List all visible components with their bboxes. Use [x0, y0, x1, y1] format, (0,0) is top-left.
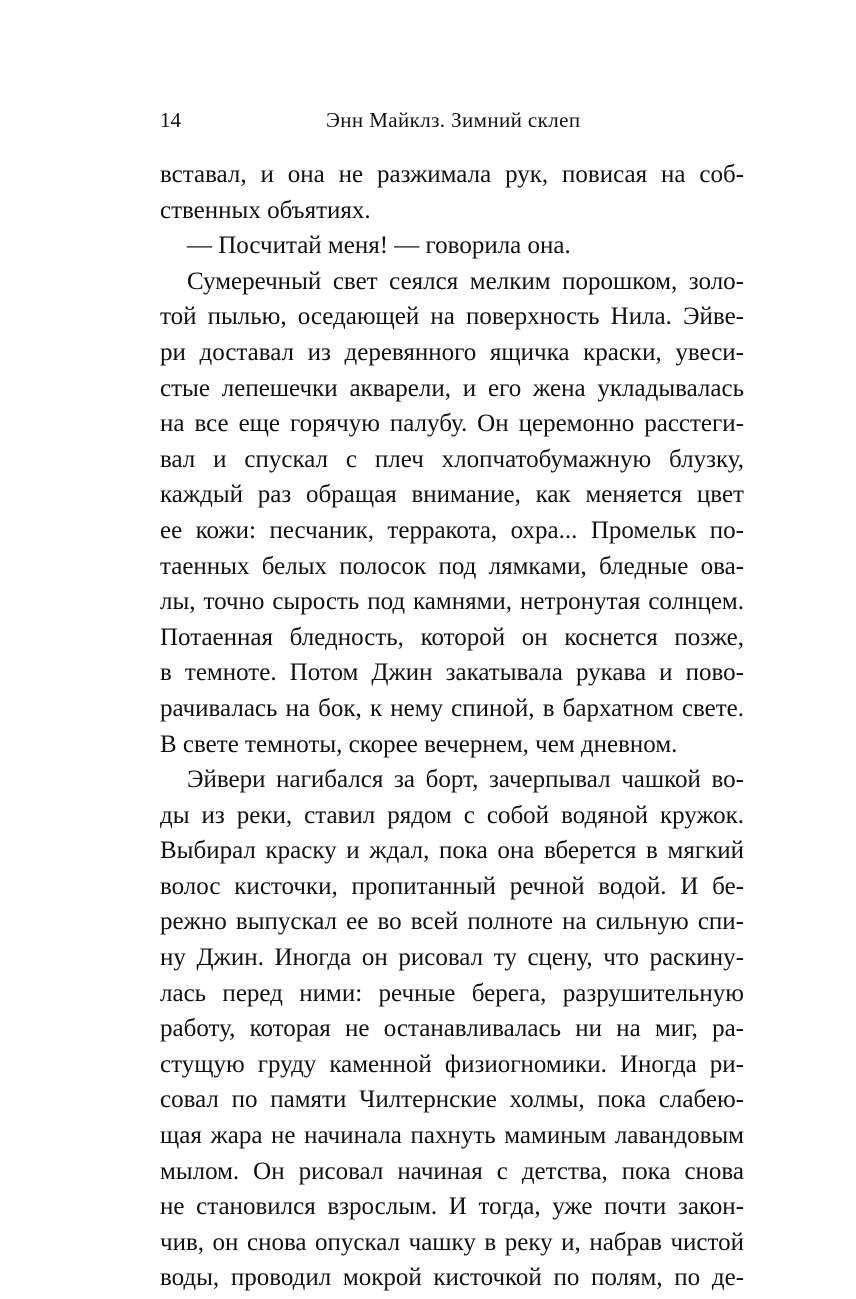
running-title: Энн Майклз. Зимний склеп [326, 108, 581, 132]
text-line: в темноте. Потом Джин закатывала рукава и пово- [160, 659, 744, 687]
text-line: щая жара не начинала пахнуть маминым лавандовым [160, 1122, 744, 1150]
text-line: ну Джин. Иногда он рисовал ту сцену, что раскину- [160, 944, 744, 972]
text-line: режно выпускал ее во всей полноте на сильную спи- [160, 908, 744, 936]
text-line: воды, проводил мокрой кисточкой по полям, по де- [160, 1264, 744, 1292]
text-line: мылом. Он рисовал начиная с детства, пока снова [160, 1157, 744, 1185]
page-header [160, 105, 744, 135]
text-line: таенных белых полосок под лямками, бледные ова- [160, 552, 744, 580]
text-line: лась перед ними: речные берега, разрушительную [160, 979, 744, 1007]
text-line: совал по памяти Чилтернские холмы, пока слабею- [160, 1086, 744, 1114]
text-line: рачивалась на бок, к нему спиной, в бархатном свете. [160, 694, 744, 722]
text-line: волос кисточки, пропитанный речной водой. И бе- [160, 872, 744, 900]
text-line: В свете темноты, скорее вечернем, чем дневном. [160, 730, 678, 758]
text-line: ственных объятиях. [160, 196, 371, 224]
page-number: 14 [160, 108, 181, 132]
text-line: стущую груду каменной физиогномики. Иногда ри- [160, 1050, 744, 1078]
text-line: Потаенная бледность, которой он коснется позже, [160, 623, 744, 651]
text-line: ри доставал из деревянного ящичка краски, увеси- [160, 338, 744, 366]
text-line: вал и спускал с плеч хлопчатобумажную блузку, [160, 445, 744, 473]
text-line: вставал, и она не разжимала рук, повисая на соб- [160, 161, 744, 188]
text-line: той пылью, оседающей на поверхность Нила. Эйве- [160, 303, 744, 331]
text-line: стые лепешечки акварели, и его жена укладывалась [160, 374, 744, 402]
body-text [160, 157, 744, 1296]
text-line: Эйвери нагибался за борт, зачерпывал чашкой во- [187, 766, 744, 794]
text-line: — Посчитай меня! — говорила она. [187, 232, 571, 260]
text-line: Сумеречный свет сеялся мелким порошком, золо- [187, 267, 744, 295]
text-line: каждый раз обращая внимание, как меняется цвет [160, 481, 744, 509]
text-line: на все еще горячую палубу. Он церемонно расстеги- [160, 410, 744, 438]
text-line: не становился взрослым. И тогда, уже почти закон- [160, 1193, 744, 1221]
text-line: чив, он снова опускал чашку в реку и, набрав чистой [160, 1228, 744, 1256]
text-line: ее кожи: песчаник, терракота, охра... Промельк по- [160, 516, 744, 544]
text-line: работу, которая не останавливалась ни на миг, ра- [160, 1015, 744, 1043]
text-line: Выбирал краску и ждал, пока она вберется в мягкий [160, 837, 744, 865]
text-line: лы, точно сырость под камнями, нетронутая солнцем. [160, 588, 744, 616]
text-line: ды из реки, ставил рядом с собой водяной кружок. [160, 801, 744, 829]
